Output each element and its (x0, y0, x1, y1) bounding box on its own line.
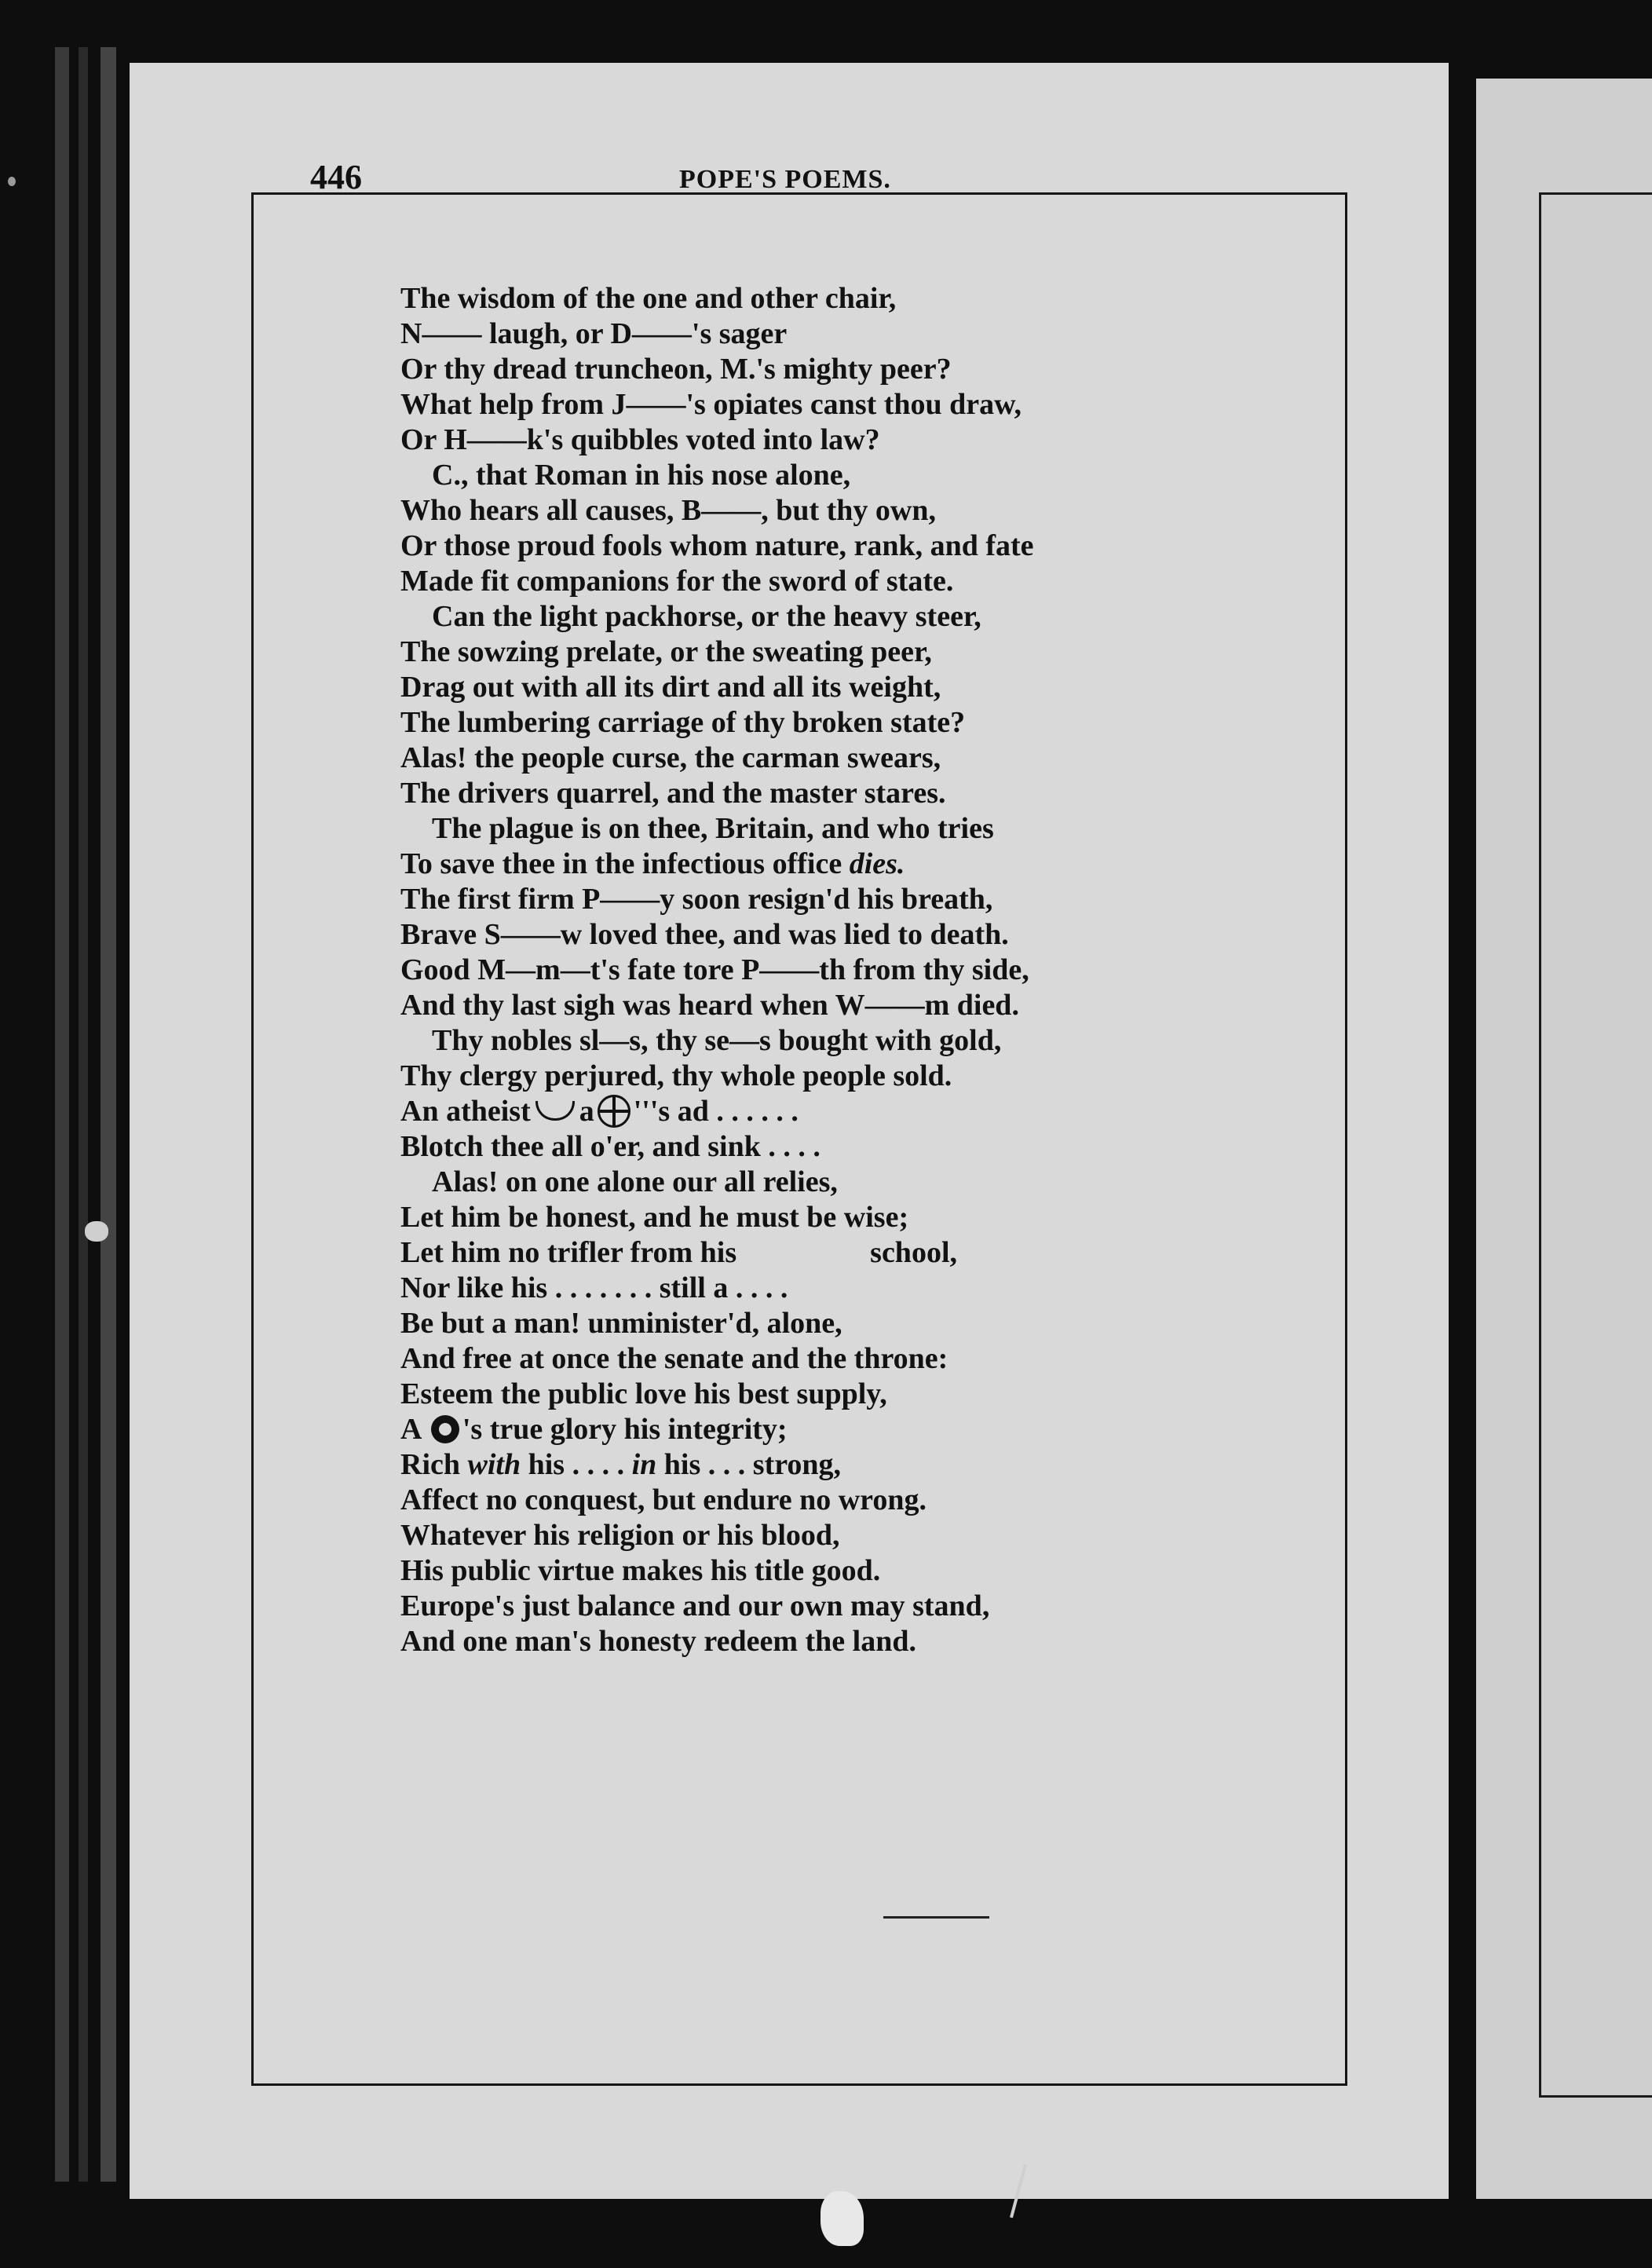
poem-line-text: his . . . . (528, 1448, 625, 1481)
poem-line: The drivers quarrel, and the master stares. (400, 777, 946, 810)
poem-line: Esteem the public love his best supply, (400, 1377, 887, 1410)
poem-line: Or thy dread truncheon, M.'s mighty peer? (400, 353, 952, 386)
poem-line: Nor like his . . . . . . . still a . . . . (400, 1271, 788, 1304)
poem-line: The sowzing prelate, or the sweating peer, (400, 635, 932, 668)
book-page (130, 63, 1449, 2199)
dust-mark (8, 177, 16, 186)
crown-circle-icon (431, 1415, 459, 1443)
poem-line-text: 's true glory his integrity; (462, 1413, 788, 1446)
binding-edge (101, 47, 116, 2182)
poem-line-text: Let him no trifler from his (400, 1236, 737, 1269)
page-number: 446 (310, 158, 362, 196)
poem-line: The lumbering carriage of thy broken state? (400, 706, 966, 739)
running-title: POPE'S POEMS. (679, 165, 891, 194)
poem-line: The plague is on thee, Britain, and who tries (432, 812, 994, 845)
poem-line-text: his . . . strong, (663, 1448, 842, 1481)
poem-line: Brave S——w loved thee, and was lied to death. (400, 918, 1009, 951)
poem-line: Thy clergy perjured, thy whole people sold. (400, 1059, 952, 1092)
dust-mark (85, 1221, 108, 1242)
binding-edge (55, 47, 69, 2182)
poem-line: The first firm P——y soon resign'd his breath, (400, 883, 993, 916)
poem-line: Be but a man! unminister'd, alone, (400, 1307, 842, 1340)
poem-line-text: Rich (400, 1448, 460, 1481)
poem-line: Let him be honest, and he must be wise; (400, 1201, 909, 1234)
poem-line: Thy nobles sl—s, thy se—s bought with gold, (432, 1024, 1002, 1057)
poem-line-text: '''s ad . . . . . . (633, 1095, 799, 1128)
poem-line (400, 1094, 1374, 1129)
poem-line-text: school, (870, 1236, 958, 1269)
poem-line-italic: in (631, 1448, 657, 1481)
poem-line: Drag out with all its dirt and all its weight, (400, 671, 941, 704)
poem-line: Or those proud fools whom nature, rank, and fate (400, 529, 1034, 562)
poem-line: Affect no conquest, but endure no wrong. (400, 1483, 927, 1516)
poem-line: Alas! on one alone our all relies, (432, 1165, 838, 1198)
poem-line-text: a (579, 1095, 594, 1128)
smile-symbol-icon (535, 1101, 575, 1121)
poem-line: C., that Roman in his nose alone, (432, 459, 851, 492)
adjacent-page-frame (1539, 192, 1652, 2098)
poem-line: What help from J——'s opiates canst thou draw, (400, 388, 1022, 421)
poem-line: Who hears all causes, B——, but thy own, (400, 494, 936, 527)
poem-line (400, 1412, 1374, 1447)
circled-cross-icon (598, 1095, 630, 1128)
poem-line: Europe's just balance and our own may stand, (400, 1589, 990, 1622)
poem-line (400, 1447, 1374, 1483)
poem-line: And free at once the senate and the throne: (400, 1342, 948, 1375)
poem-line (400, 1235, 1374, 1271)
poem-line: Alas! the people curse, the carman swears, (400, 741, 941, 774)
poem-line: Or H——k's quibbles voted into law? (400, 423, 880, 456)
poem-line-italic: with (467, 1448, 521, 1481)
poem-line-italic: dies. (849, 847, 905, 880)
poem-line-text: To save thee in the infectious office (400, 847, 842, 880)
poem-line: And thy last sigh was heard when W——m died. (400, 989, 1019, 1022)
poem-line: Good M—m—t's fate tore P——th from thy side, (400, 953, 1029, 986)
poem-line-text: A (400, 1413, 421, 1446)
poem-line: N—— laugh, or D——'s sager (400, 317, 788, 350)
poem-line: Whatever his religion or his blood, (400, 1519, 840, 1552)
end-rule (883, 1916, 989, 1919)
running-head (130, 157, 1449, 204)
poem-line: His public virtue makes his title good. (400, 1554, 881, 1587)
poem-line (400, 847, 1374, 882)
paper-tear (821, 2191, 864, 2246)
poem-text (400, 281, 1374, 1659)
poem-line: The wisdom of the one and other chair, (400, 282, 897, 315)
poem-line: Made fit companions for the sword of state. (400, 565, 954, 598)
poem-line-text: An atheist (400, 1095, 531, 1128)
poem-line: Blotch thee all o'er, and sink . . . . (400, 1130, 821, 1163)
poem-line: Can the light packhorse, or the heavy steer, (432, 600, 981, 633)
adjacent-page (1476, 79, 1652, 2199)
poem-line: And one man's honesty redeem the land. (400, 1625, 916, 1658)
binding-edge (79, 47, 88, 2182)
